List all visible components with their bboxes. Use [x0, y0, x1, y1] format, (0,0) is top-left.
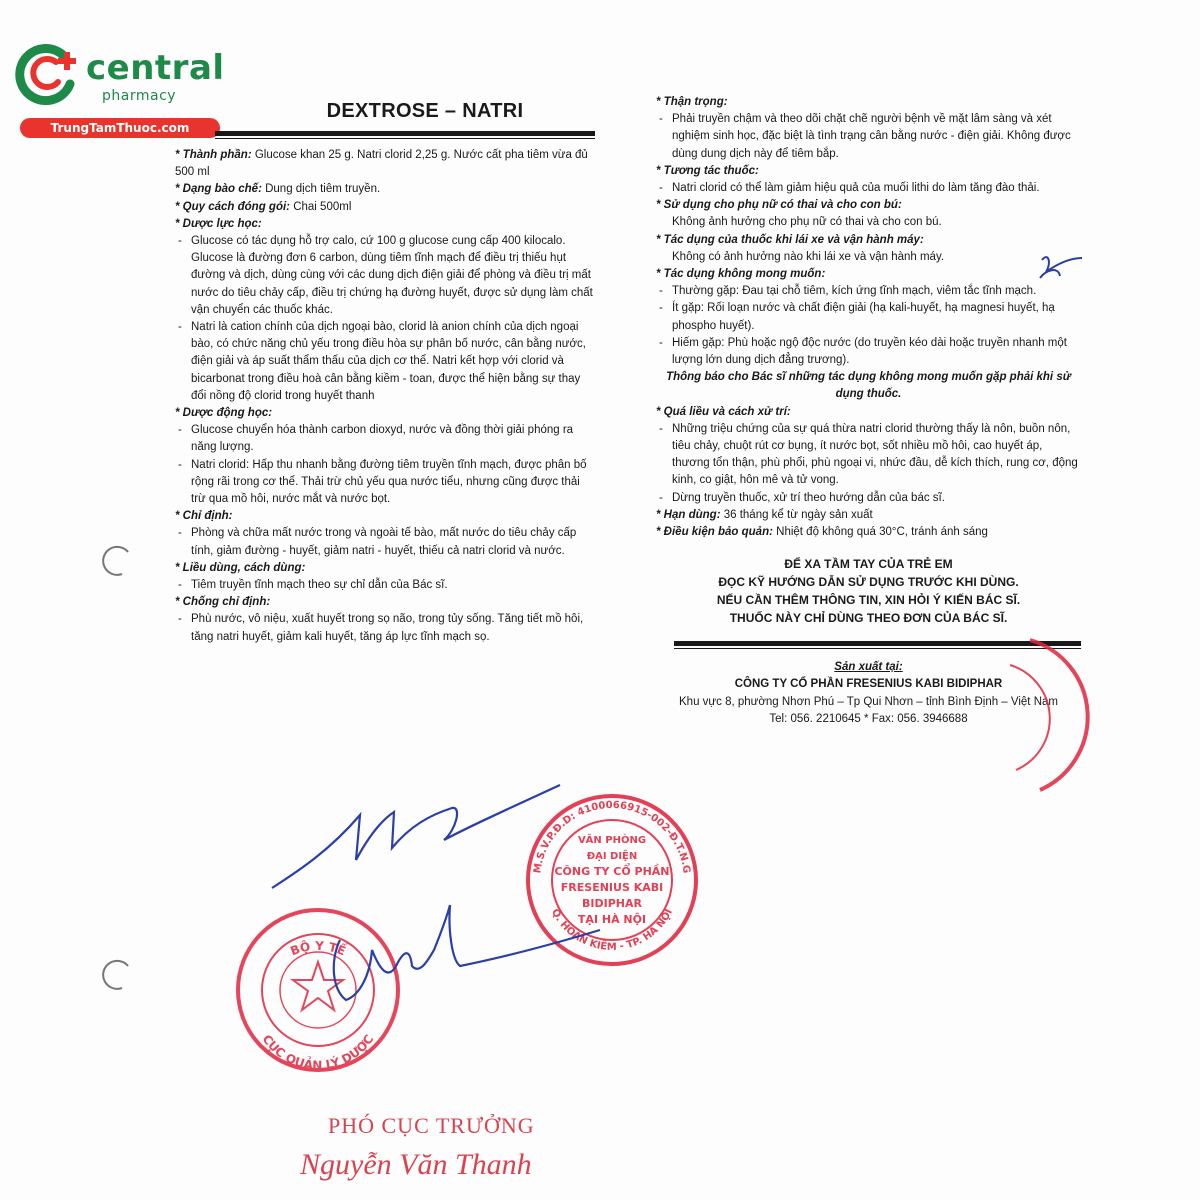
- section-heading: [175, 560, 595, 577]
- section-label: * Quy cách đóng gói:: [175, 200, 291, 213]
- section-heading: [175, 147, 595, 181]
- bullet-item: - Những triệu chứng của sự quá thừa natri clorid thường thấy là nôn, buồn nôn, tiêu chảy, chuột rút cơ bụng, ít nước bọt, sốt nhiều mồ hôi, cao huyết áp, thương tổn thận, phù phổi, phù ngoại vi, nhức đầu, dễ kích thích, rung cơ, động kinh, co giật, hôn mê và tử vong.: [656, 421, 1081, 490]
- svg-text:Q. HOÀN KIẾM - TP. HÀ NỘI: [549, 907, 675, 953]
- section-label: * Thận trọng:: [656, 96, 728, 108]
- ministry-bottom: CỤC QUẢN LÝ DƯỢC: [259, 1032, 377, 1073]
- section-heading: [175, 508, 595, 525]
- title-rule-thick: [215, 131, 595, 136]
- logo-sub: pharmacy: [102, 88, 177, 104]
- section-text: Glucose khan 25 g. Natri clorid 2,25 g. Nước cất pha tiêm vừa đủ 500 ml: [175, 149, 588, 179]
- stamp-inner-line: TẠI HÀ NỘI: [577, 913, 647, 926]
- company-stamp: [528, 796, 696, 964]
- section-heading: [175, 199, 595, 216]
- manufacturer-contact: Tel: 056. 2210645 * Fax: 056. 3946688: [769, 712, 968, 725]
- footer-title: PHÓ CỤC TRƯỞNG: [328, 1113, 535, 1138]
- bullet-item: - Natri clorid: Hấp thu nhanh bằng đường tiêm truyền tĩnh mạch, được phân bố rộng rãi trong cơ thể. Thải trừ chủ yếu qua nước tiểu, nhưng cũng được thải trừ qua mồ hôi, nước mắt và nước bọt.: [175, 457, 595, 509]
- section-label: * Dược động học:: [175, 407, 273, 420]
- manufacturer-name: CÔNG TY CỔ PHẦN FRESENIUS KABI BIDIPHAR: [734, 678, 1003, 691]
- notice-line: Thông báo cho Bác sĩ những tác dụng không mong muốn gặp phải khi sử dụng thuốc.: [666, 371, 1071, 401]
- section-text: 36 tháng kể từ ngày sản xuất: [720, 508, 873, 521]
- bullet-item: - Glucose chuyển hóa thành carbon dioxyd, nước và đồng thời giải phóng ra năng lượng.: [175, 422, 595, 456]
- section-label: * Liều dùng, cách dùng:: [175, 561, 306, 574]
- left-body: [175, 147, 595, 646]
- manufacturer-label: Sản xuất tại:: [834, 661, 903, 674]
- stamp-ring-bottom: Q. HOÀN KIẾM - TP. HÀ NỘI: [549, 907, 675, 953]
- section-label: * Sử dụng cho phụ nữ có thai và cho con bú:: [656, 199, 902, 212]
- stamp-ring-top: M.S.V.P.Đ.D: 4100066915-002-Đ.T.N.G: [532, 799, 692, 875]
- title-rule-thin: [215, 138, 595, 139]
- warning-line: THUỐC NÀY CHỈ DÙNG THEO ĐƠN CỦA BÁC SĨ.: [729, 611, 1008, 626]
- stamp-inner-line: FRESENIUS KABI: [560, 881, 664, 894]
- svg-text:M.S.V.P.Đ.D: 4100066915-002-Đ.: [532, 800, 692, 874]
- warnings-block: [656, 555, 1081, 627]
- bullet-item: - Phòng và chữa mất nước trong và ngoài tế bào, mất nước do tiêu chảy cấp tính, giảm đường - huyết, giảm natri - huyết, thiếu cả natri clorid và nước.: [175, 525, 595, 559]
- bullet-item: - Hiếm gặp: Phù hoặc ngộ độc nước (do truyền kéo dài hoặc truyền nhanh một lượng lớn dung dịch đẳng trương).: [656, 335, 1081, 369]
- footer-signatory: Nguyễn Văn Thanh: [300, 1148, 532, 1181]
- pharmacy-cross-icon: [12, 38, 82, 108]
- binder-hole: [103, 961, 128, 989]
- section-heading: [656, 232, 1081, 249]
- warning-line: NẾU CẦN THÊM THÔNG TIN, XIN HỎI Ý KIẾN BÁC SĨ.: [716, 593, 1021, 608]
- section-label: * Điều kiện bảo quản:: [656, 526, 773, 539]
- section-label: * Dược lực học:: [175, 217, 262, 230]
- binder-hole: [103, 547, 128, 575]
- section-heading: [175, 181, 595, 198]
- bullet-item: - Phải truyền chậm và theo dõi chặt chẽ người bệnh về mặt lâm sàng và xét nghiệm sinh học, đặc biệt là tình trạng cân bằng nước - điện giải. Không được dùng dung dịch này để tiêm bắp.: [656, 111, 1081, 163]
- bullet-item: - Thường gặp: Đau tại chỗ tiêm, kích ứng tĩnh mạch, viêm tắc tĩnh mạch.: [656, 283, 1081, 300]
- logo-url[interactable]: TrungTamThuoc.com: [20, 118, 220, 138]
- bullet-item: - Dừng truyền thuốc, xử trí theo hướng dẫn của bác sĩ.: [656, 490, 1081, 507]
- section-label: * Tác dụng không mong muốn:: [656, 268, 826, 281]
- right-body: [656, 94, 1081, 541]
- bullet-item: - Natri là cation chính của dịch ngoại bào, clorid là anion chính của dịch ngoại bào, có chức năng chủ yếu trong điều hòa sự phân bố nước, cân bằng nước, điện giải và áp suất thẩm thấu của dịch cơ thể. Natri kết hợp với clorid và bicarbonat trong điều hoà cân bằng kiềm - toan, được thể hiện bằng sự thay đổi nồng độ clorid trong huyết thanh: [175, 319, 595, 405]
- section-heading: [656, 266, 1081, 283]
- bullet-item: - Natri clorid có thể làm giảm hiệu quả của muối lithi do làm tăng đào thải.: [656, 180, 1081, 197]
- document-title: DEXTROSE – NATRI: [326, 100, 524, 122]
- section-heading: [175, 216, 595, 233]
- logo-brand: central: [86, 48, 225, 88]
- section-label: * Thành phần:: [175, 149, 252, 161]
- section-label: * Tác dụng của thuốc khi lái xe và vận hành máy:: [656, 233, 924, 246]
- warning-line: ĐỌC KỸ HƯỚNG DẪN SỬ DỤNG TRƯỚC KHI DÙNG.: [718, 575, 1019, 590]
- section-heading: [656, 163, 1081, 180]
- section-text: Nhiệt độ không quá 30°C, tránh ánh sáng: [772, 526, 988, 539]
- section-label: * Chống chỉ định:: [175, 596, 271, 609]
- section-heading: [656, 404, 1081, 421]
- stamp-inner-line: ĐẠI DIỆN: [586, 851, 638, 862]
- section-heading: [175, 405, 595, 422]
- right-column: [656, 94, 1081, 728]
- divider-thin: [674, 648, 1081, 649]
- svg-text:CỤC QUẢN LÝ DƯỢC: [260, 1032, 377, 1072]
- section-label: * Tương tác thuốc:: [656, 164, 759, 177]
- plain-line: Không có ảnh hưởng nào khi lái xe và vận hành máy.: [672, 250, 945, 263]
- section-label: * Hạn dùng:: [656, 508, 721, 521]
- section-heading: [656, 507, 1081, 524]
- stamp-inner-line: VĂN PHÒNG: [577, 835, 647, 846]
- stamp-inner-line: BIDIPHAR: [582, 897, 642, 910]
- section-heading: [175, 594, 595, 611]
- section-heading: [656, 94, 1081, 111]
- section-label: * Dạng bào chế:: [175, 183, 262, 196]
- plain-line: Không ảnh hưởng cho phụ nữ có thai và cho con bú.: [672, 216, 942, 229]
- warning-line: ĐỂ XA TẦM TAY CỦA TRẺ EM: [784, 557, 953, 572]
- bullet-item: - Ít gặp: Rối loạn nước và chất điện giải (hạ kali-huyết, hạ magnesi huyết, hạ phospho huyết).: [656, 300, 1081, 334]
- section-heading: [656, 524, 1081, 541]
- left-column: [175, 100, 595, 646]
- signature-director: [272, 785, 560, 888]
- bullet-item: - Phù nước, vô niệu, xuất huyết trong sọ não, trong tủy sống. Tăng tiết mồ hôi, tăng natri huyết, giảm kali huyết, tăng áp lực tĩnh mạch sọ.: [175, 611, 595, 645]
- svg-text:BỘ Y TẾ: [288, 938, 349, 958]
- section-heading: [656, 197, 1081, 214]
- divider-thick: [674, 641, 1081, 646]
- section-text: Dung dịch tiêm truyền.: [261, 183, 381, 196]
- ministry-top: BỘ Y TẾ: [288, 938, 348, 959]
- bullet-item: - Glucose có tác dụng hỗ trợ calo, cứ 100 g glucose cung cấp 400 kilocalo. Glucose là đường đơn 6 carbon, dùng tiêm tĩnh mạch để điều trị thiếu hụt đường và dịch, dùng cùng với các dung dịch điện giải để phòng và điều trị mất nước do tiêu chảy cấp, điều trị chứng hạ đường huyết, được sử dụng làm chất vận chuyển các thuốc khác.: [175, 233, 595, 319]
- signature-deputy: [334, 905, 600, 1000]
- section-label: * Chỉ định:: [175, 510, 233, 523]
- ministry-stamp: [238, 910, 398, 1072]
- section-text: Chai 500ml: [290, 200, 352, 213]
- section-label: * Quá liều và cách xử trí:: [656, 405, 791, 418]
- manufacturer-address: Khu vực 8, phường Nhơn Phú – Tp Qui Nhơn – tỉnh Bình Định – Việt Nam: [679, 695, 1058, 708]
- stamp-inner-line: CÔNG TY CỔ PHẦN: [554, 865, 670, 878]
- bullet-item: - Tiêm truyền tĩnh mạch theo sự chỉ dẫn của Bác sĩ.: [175, 577, 595, 594]
